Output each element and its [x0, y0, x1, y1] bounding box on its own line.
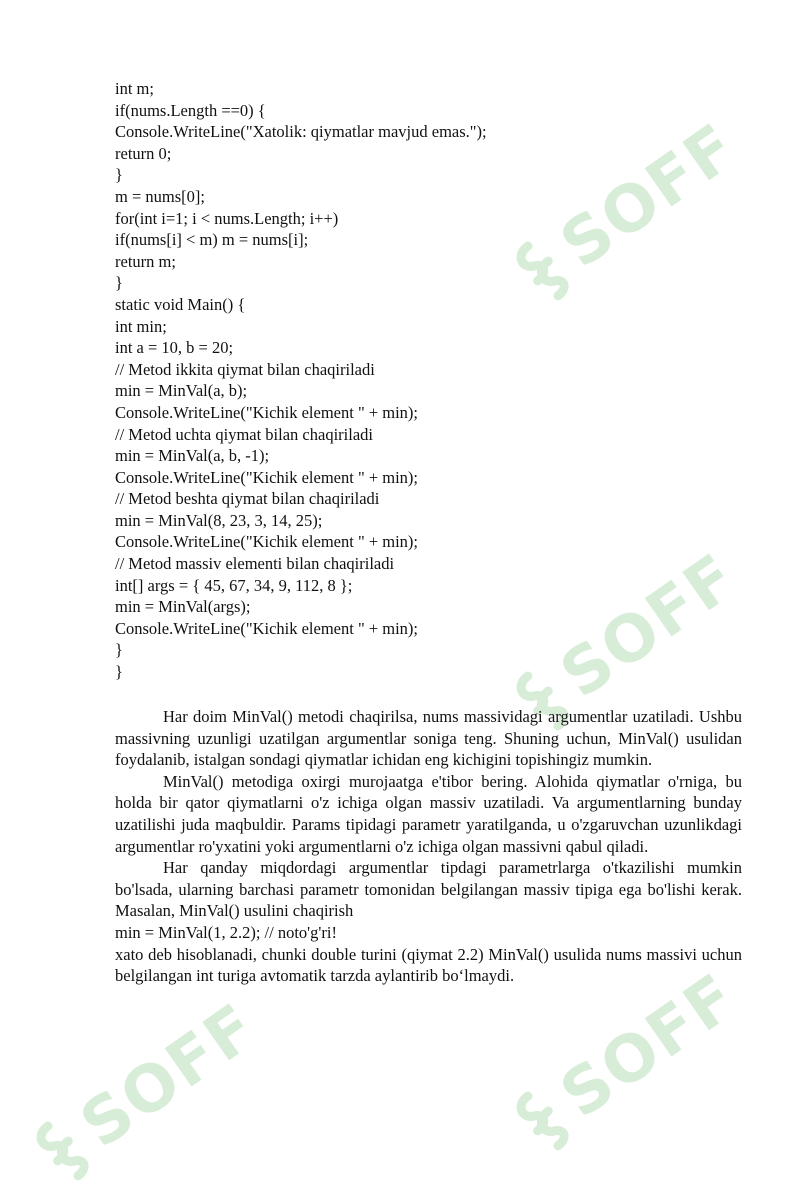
- code-line: // Metod beshta qiymat bilan chaqiriladi: [115, 489, 380, 509]
- code-line: int m;: [115, 79, 154, 98]
- code-line: return m;: [115, 251, 176, 271]
- code-listing: [115, 78, 755, 683]
- code-line: if(nums[i] < m) m = nums[i];: [115, 230, 309, 250]
- code-line: Console.WriteLine("Kichik element " + min);: [115, 402, 418, 422]
- watermark-text: SOFF: [547, 109, 751, 283]
- code-line: int a = 10, b = 20;: [115, 338, 234, 358]
- paragraph: Har qanday miqdordagi argumentlar tipdagi parametrlarga o'tkazilishi mumkin bo'lsada, ularning barchasi parametr tomonidan belgilangan massiv tipiga ega bo'lishi kerak. Masalan, MinVal() usulini chaqirish: [115, 858, 742, 921]
- code-line: Console.WriteLine("Kichik element " + min);: [115, 467, 418, 487]
- code-example-line: min = MinVal(1, 2.2); // noto'g'ri!: [115, 922, 337, 942]
- code-line: Console.WriteLine("Kichik element " + min);: [115, 532, 418, 552]
- watermark: [19, 990, 271, 1197]
- ss-logo-icon: [500, 1077, 584, 1165]
- code-line: // Metod ikkita qiymat bilan chaqiriladi: [115, 359, 375, 379]
- paragraph: MinVal() metodiga oxirgi murojaatga e'tibor bering. Alohida qiymatlar o'rniga, bu holda bir qator qiymatlarni o'z ichiga olgan massiv uzatiladi. Va argumentlarning bunday uzatilishi juda maqbuldir. Params tipidagi parametr yaratilganda, u o'zgaruvchan uzunlikdagi argumentlar ro'yxatini yoki argumentlarni o'z ichiga olgan massivni qabul qiladi.: [115, 771, 742, 856]
- watermark: [499, 960, 751, 1167]
- code-line: min = MinVal(a, b, -1);: [115, 446, 270, 466]
- code-line: return 0;: [115, 143, 172, 163]
- code-line: }: [115, 165, 123, 185]
- paragraph: Har doim MinVal() metodi chaqirilsa, nums massividagi argumentlar uzatiladi. Ushbu massivning uzunligi uzatilgan argumentlar soniga teng. Shuning uchun, MinVal() usulidan foydalanib, istalgan sondagi qiymatlar ichidan eng kichigini topishingiz mumkin.: [115, 707, 742, 770]
- code-line: min = MinVal(a, b);: [115, 381, 248, 401]
- code-line: }: [115, 273, 123, 293]
- body-text: [115, 706, 742, 987]
- paragraph: xato deb hisoblanadi, chunki double turini (qiymat 2.2) MinVal() usulida nums massivi uchun belgilangan int turiga avtomatik tarzda aylantirib bo‘lmaydi.: [115, 944, 742, 986]
- code-line: Console.WriteLine("Xatolik: qiymatlar mavjud emas.");: [115, 122, 487, 142]
- code-line: min = MinVal(8, 23, 3, 14, 25);: [115, 510, 323, 530]
- code-line: int[] args = { 45, 67, 34, 9, 112, 8 };: [115, 575, 353, 595]
- ss-logo-icon: [20, 1107, 104, 1195]
- code-line: for(int i=1; i < nums.Length; i++): [115, 208, 339, 228]
- code-line: }: [115, 640, 123, 660]
- code-line: Console.WriteLine("Kichik element " + min);: [115, 618, 418, 638]
- code-line: int min;: [115, 316, 167, 336]
- code-line: }: [115, 662, 123, 682]
- watermark-text: SOFF: [547, 959, 751, 1133]
- watermark-text: SOFF: [547, 539, 751, 713]
- code-line: // Metod massiv elementi bilan chaqiriladi: [115, 554, 395, 574]
- code-line: static void Main() {: [115, 294, 246, 314]
- watermark-text: SOFF: [67, 989, 271, 1163]
- code-line: // Metod uchta qiymat bilan chaqiriladi: [115, 424, 373, 444]
- code-line: m = nums[0];: [115, 186, 205, 206]
- code-line: if(nums.Length ==0) {: [115, 100, 266, 120]
- code-line: min = MinVal(args);: [115, 597, 251, 617]
